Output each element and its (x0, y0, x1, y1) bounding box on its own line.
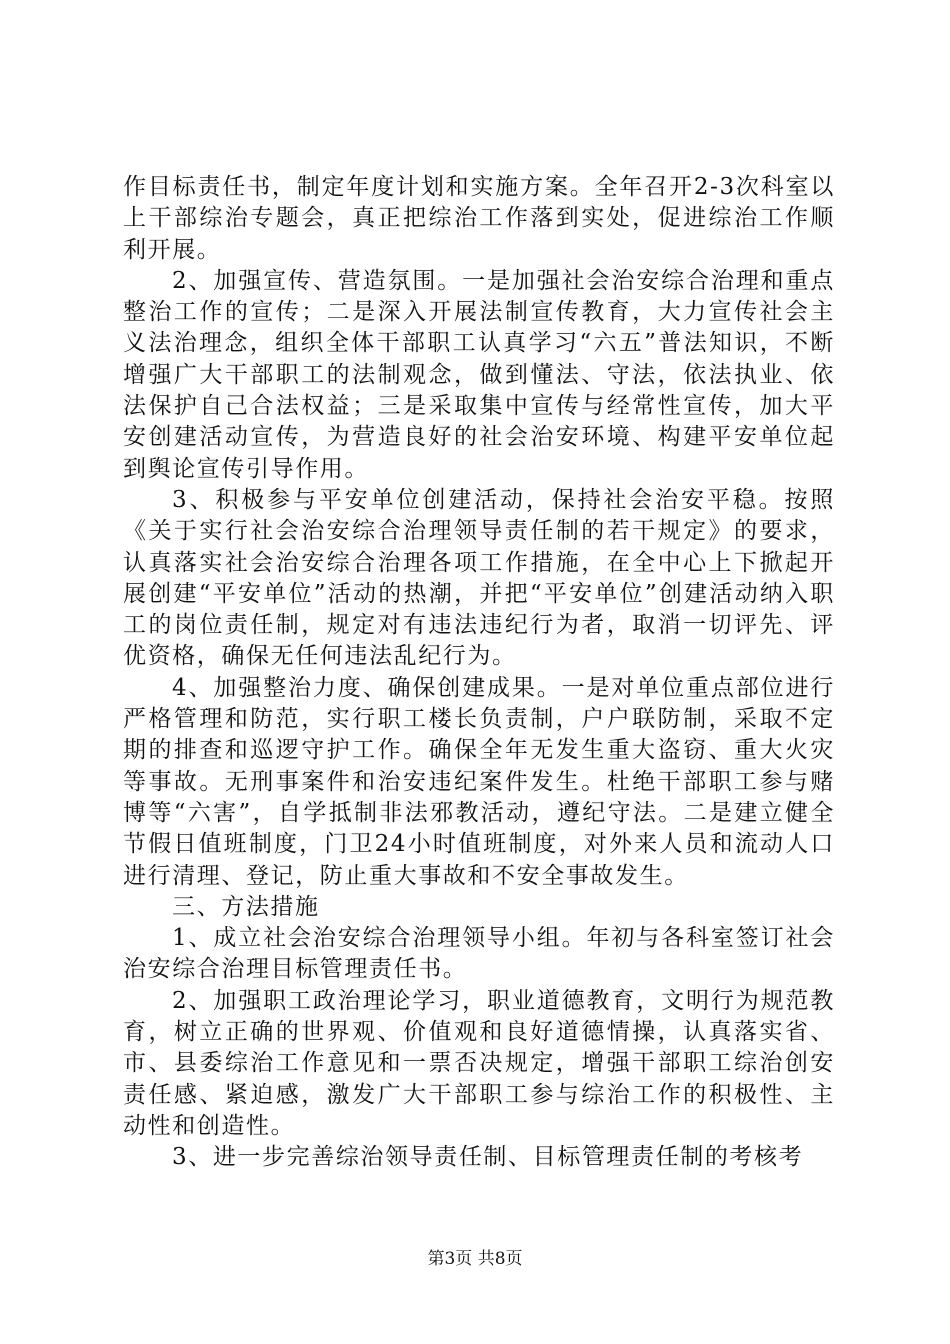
paragraph-continuation: 作目标责任书，制定年度计划和实施方案。全年召开2-3次科室以上干部综治专题会，真正把综治工作落到实处，促进综治工作顺利开展。 (123, 174, 835, 263)
paragraph-method-2: 2、加强职工政治理论学习，职业道德教育，文明行为规范教育，树立正确的世界观、价值观和良好道德情操，认真落实省、市、县委综治工作意见和一票否决规定，增强干部职工综治创安责任感、紧迫感，激发广大干部职工参与综治工作的积极性、主动性和创造性。 (123, 987, 835, 1139)
paragraph-item-2: 2、加强宣传、营造氛围。一是加强社会治安综合治理和重点整治工作的宣传；二是深入开展法制宣传教育，大力宣传社会主义法治理念，组织全体干部职工认真学习“六五”普法知识，不断增强广大干部职工的法制观念，做到懂法、守法，依法执业、依法保护自己合法权益；三是采取集中宣传与经常性宣传，加大平安创建活动宣传，为营造良好的社会治安环境、构建平安单位起到舆论宣传引导作用。 (123, 267, 835, 482)
paragraph-method-1: 1、成立社会治安综合治理领导小组。年初与各科室签订社会治安综合治理目标管理责任书。 (123, 925, 835, 983)
paragraph-item-3: 3、积极参与平安单位创建活动，保持社会治安平稳。按照《关于实行社会治安综合治理领导责任制的若干规定》的要求，认真落实社会治安综合治理各项工作措施，在全中心上下掀起开展创建“平安单位”活动的热潮，并把“平安单位”创建活动纳入职工的岗位责任制，规定对有违法违纪行为者，取消一切评先、评优资格，确保无任何违法乱纪行为。 (123, 486, 835, 670)
section-heading: 三、方法措施 (172, 893, 320, 920)
document-body (123, 172, 835, 1174)
page-number-footer: 第3页 共8页 (427, 1249, 523, 1269)
paragraph-item-4: 4、加强整治力度、确保创建成果。一是对单位重点部位进行严格管理和防范，实行职工楼长负责制，户户联防制，采取不定期的排查和巡逻守护工作。确保全年无发生重大盗窃、重大火灾等事故。无刑事案件和治安违纪案件发生。杜绝干部职工参与赌博等“六害”，自学抵制非法邪教活动，遵纪守法。二是建立健全节假日值班制度，门卫24小时值班制度，对外来人员和流动人口进行清理、登记，防止重大事故和不安全事故发生。 (123, 674, 835, 889)
paragraph-method-3: 3、进一步完善综治领导责任制、目标管理责任制的考核考 (172, 1144, 804, 1171)
